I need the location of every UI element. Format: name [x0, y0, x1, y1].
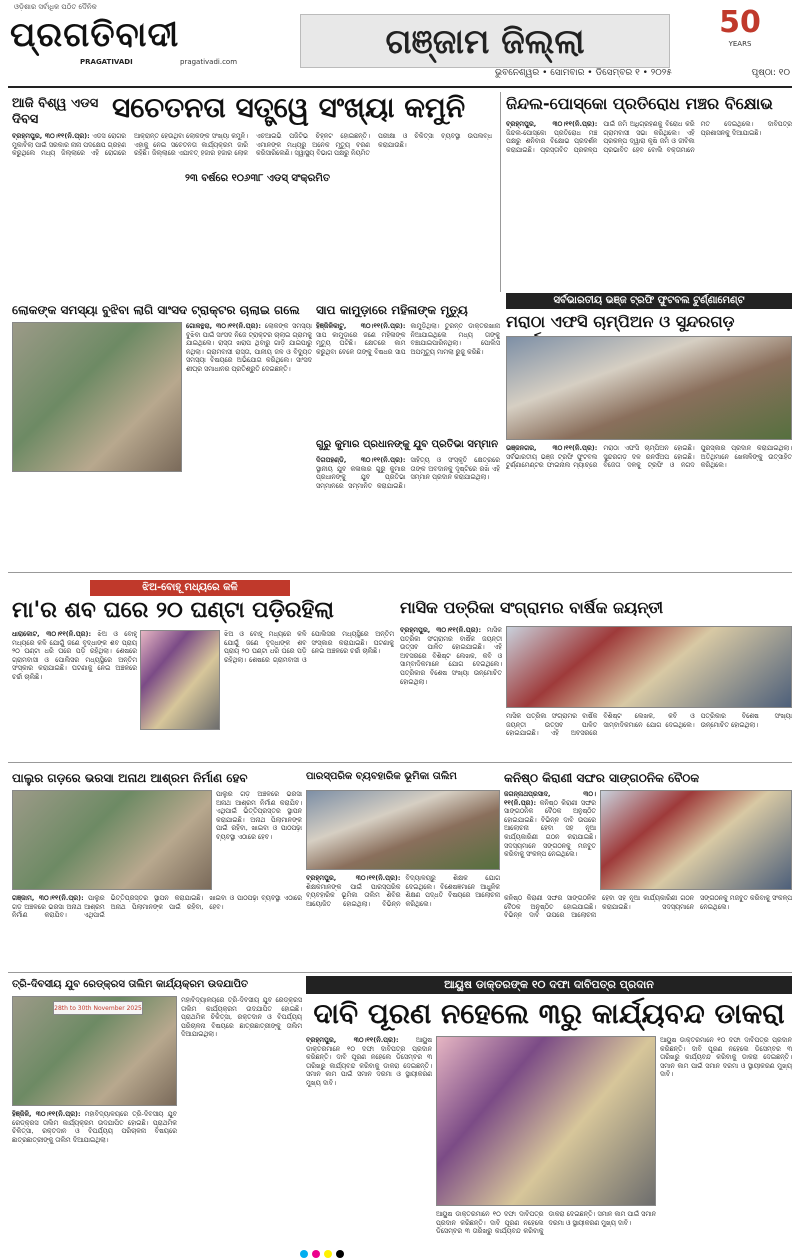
- orphanage-headline: ପାଲୁର ଗଡ଼ରେ ଭରସା ଅନାଥ ଆଶ୍ରମ ନିର୍ମାଣ ହେବ: [12, 771, 248, 785]
- registration-mark: [300, 1250, 308, 1258]
- training-photo: [306, 790, 500, 870]
- clerk-meeting-photo: [600, 790, 792, 890]
- ayush-body-left: [306, 1036, 432, 1244]
- jindal-text: ଜିନ୍ଦଲ-ପୋସ୍କୋ ପ୍ରତିରୋଧ ମଞ୍ଚ ପକ୍ଷରୁ ଶନିବାର ବିକ୍ଷୋଭ ପ୍ରଦର୍ଶନ କରାଯାଇଛି। ପ୍ରସ୍ତାବିତ ପ୍ରକଳ୍ପ ପାଇଁ ଜମି ଅଧିଗ୍ରହଣକୁ ବିରୋଧ କରି ଗ୍ରାମବାସୀ ସଭା କରିଥିଲେ। ଏହି ପ୍ରକଳ୍ପ ଦ୍ୱାରା କୃଷି ଜମି ଓ ଜୀବିକା ପ୍ରଭାବିତ ହେବ ବୋଲି ବକ୍ତାମାନେ ମତ ଦେଇଥିଲେ। ଦାବିପତ୍ର ପ୍ରଶାସନକୁ ଦିଆଯାଇଛି।: [506, 120, 792, 154]
- football-byline: ଭଞ୍ଜନଗର, ୩୦।୧୧(ନି.ପ୍ର):: [506, 444, 598, 452]
- orphanage-text: ପାଲୁର ଗଡ଼ ଅଞ୍ଚଳରେ ଭରସା ଅନାଥ ଆଶ୍ରମ ନିର୍ମାଣ କରାଯିବ। ଏଥିପାଇଁ ଭିତ୍ତିପ୍ରସ୍ତର ସ୍ଥାପନ କରାଯାଇଛି। ଅନାଥ ପିଲାମାନଙ୍କ ପାଇଁ ରହିବା, ଖାଇବା ଓ ପାଠପଢ଼ା ବ୍ୟବସ୍ଥା ଏଠାରେ ହେବ।: [12, 894, 302, 920]
- award-headline: ଗୁରୁ କୁମାର ପ୍ରଧାନଙ୍କୁ ଯୁବ ପ୍ରତିଭା ସମ୍ମାନ: [316, 439, 498, 450]
- football-team-photo: [506, 336, 792, 440]
- clerk-byline: ଜଗନ୍ନାଥପ୍ରସାଦ, ୩୦।୧୧(ନି.ପ୍ର):: [504, 790, 596, 807]
- ayush-caption-text: ଆୟୁଷ ଡାକ୍ତରମାନେ ୧୦ ଦଫା ଦାବିପତ୍ର ପ୍ରଦାନ କରିଛନ୍ତି। ଦାବି ପୂରଣ ନହେଲେ ଡିସେମ୍ବର ୩ ତାରିଖରୁ କାର୍ଯ୍ୟବନ୍ଦ କରିବାକୁ ଡାକରା ଦେଇଛନ୍ତି। ସମାନ କାମ ପାଇଁ ସମାନ ଦରମା ଓ ସ୍ଥାୟୀକରଣ ମୁଖ୍ୟ ଦାବି।: [436, 1210, 656, 1236]
- clerk-headline: କନିଷ୍ଠ କିରାଣୀ ସଙ୍ଘର ସାଙ୍ଗଠନିକ ବୈଠକ: [504, 771, 700, 785]
- jindal-body: [506, 120, 792, 288]
- football-headline: ମରାଠା ଏଫସି ଚାମ୍ପିଅନ ଓ ସୁନ୍ଦରଗଡ଼: [506, 312, 735, 331]
- magazine-event-photo: [506, 626, 792, 708]
- section-divider-3: [8, 972, 792, 973]
- training-body: [306, 874, 500, 966]
- registration-mark: [336, 1250, 344, 1258]
- mother-byline: ଧାରାକୋଟ, ୩୦।୧୧(ନି.ପ୍ର):: [12, 630, 92, 638]
- orphanage-body: [12, 894, 302, 966]
- training-text: ଶିକ୍ଷକମାନଙ୍କ ପାଇଁ ପାରସ୍ପରିକ ବ୍ୟବହାରିକ ଭୂମିକା ତାଲିମ ଶିବିର ଆୟୋଜିତ ହୋଇଥିଲା। ବିଭିନ୍ନ ବିଦ୍ୟାଳୟରୁ ଶିକ୍ଷକ ଯୋଗ ଦେଇଥିଲେ। ବିଶେଷଜ୍ଞମାନେ ଆଧୁନିକ ଶିକ୍ଷଣ ପଦ୍ଧତି ବିଷୟରେ ଆଲୋଚନା କରିଥିଲେ।: [306, 874, 500, 908]
- mother-body-left: [12, 630, 137, 754]
- mother-body-right: [224, 630, 394, 754]
- training-byline: ବ୍ରହ୍ମପୁର, ୩୦।୧୧(ନି.ପ୍ର):: [306, 874, 401, 882]
- snakebite-body: [316, 322, 500, 432]
- award-text: ସ୍ଥାନୀୟ ଯୁବ କଳାକାର ଗୁରୁ କୁମାର ପ୍ରଧାନଙ୍କୁ ଯୁବ ପ୍ରତିଭା ସମ୍ମାନରେ ସମ୍ମାନିତ କରାଯାଇଛି। ସାହିତ୍ୟ ଓ ସଂସ୍କୃତି କ୍ଷେତ୍ରରେ ତାଙ୍କ ଅବଦାନକୁ ଦୃଷ୍ଟିରେ ରଖି ଏହି ସମ୍ମାନ ପ୍ରଦାନ କରାଯାଇଥିଲା।: [316, 456, 500, 490]
- magazine-body-right: [506, 712, 792, 756]
- redcross-headline: ତ୍ରି-ଦିବସୀୟ ଯୁବ ରେଡ୍‌କ୍ରସ ତାଲିମ କାର୍ଯ୍ୟକ୍ରମ ଉଦଯାପିତ: [12, 979, 249, 990]
- anniversary-number: 50: [719, 5, 761, 40]
- ayush-banner: ଆୟୁଷ ଡାକ୍ତରଙ୍କ ୧୦ ଦଫା ଦାବିପତ୍ର ପ୍ରଦାନ: [306, 976, 792, 994]
- redcross-group-photo: [12, 996, 177, 1106]
- ayush-photo-caption: [436, 1210, 656, 1244]
- redcross-byline: ହିଞ୍ଜିଳି, ୩୦।୧୧(ନି.ପ୍ର):: [12, 1110, 81, 1118]
- mp-tractor-headline: ଲୋକଙ୍କ ସମସ୍ୟା ବୁଝିବା ଲାଗି ସାଂସଦ ଟ୍ରାକ୍ଟର ଚାଲାଇ ଗଲେ: [12, 303, 300, 317]
- football-text: ସର୍ବଭାରତୀୟ ଭଞ୍ଜ ଟ୍ରଫି ଫୁଟବଲ ଟୁର୍ଣ୍ଣାମେଣ୍ଟର ଫାଇନାଲ ମ୍ୟାଚ୍‌ରେ ମରାଠା ଏଫସି ଚାମ୍ପିଅନ ହୋଇଛି। ସୁନ୍ଦରଗଡ଼ ଦଳ ରନର୍ସଅପ ହୋଇଛି। ବିଜେତା ଦଳକୁ ଟ୍ରଫି ଓ ନଗଦ ପୁରସ୍କାର ପ୍ରଦାନ କରାଯାଇଥିଲା। ଅତିଥିମାନେ ଖେଳାଳିଙ୍କୁ ଉତ୍ସାହିତ କରିଥିଲେ।: [506, 444, 792, 470]
- ayush-byline: ବ୍ରହ୍ମପୁର, ୩୦।୧୧(ନି.ପ୍ର):: [306, 1036, 399, 1044]
- training-headline: ପାରସ୍ପରିକ ବ୍ୟବହାରିକ ଭୂମିକା ତାଲିମ: [306, 771, 457, 782]
- jindal-byline: ବ୍ରହ୍ମପୁର, ୩୦।୧୧(ନି.ପ୍ର):: [506, 120, 598, 128]
- anniversary-label: YEARS: [728, 40, 752, 48]
- magazine-byline: ବ୍ରହ୍ମପୁର, ୩୦।୧୧(ନି.ପ୍ର):: [400, 626, 482, 634]
- section-divider-2: [8, 762, 792, 763]
- section-divider: [8, 572, 792, 573]
- aids-kicker: ଆଜି ବିଶ୍ୱ ଏଡସ ଦିବସ: [12, 96, 99, 127]
- masthead-tagline: ଓଡ଼ିଶାର ସର୍ବାଧିକ ପଠିତ ଦୈନିକ: [14, 3, 97, 11]
- award-body: [316, 456, 500, 564]
- ayush-body-right: [660, 1036, 792, 1244]
- magazine-text: ମାସିକ ପତ୍ରିକା ସଂଗ୍ରାମର ବାର୍ଷିକ ଜୟନ୍ତୀ ଉତ୍ସବ ପାଳିତ ହୋଇଯାଇଛି। ଏହି ଅବସରରେ ବିଶିଷ୍ଟ ଲେଖକ, କବି ଓ ସାମ୍ବାଦିକମାନେ ଯୋଗ ଦେଇଥିଲେ। ପତ୍ରିକାର ବିଶେଷ ସଂଖ୍ୟା ଉନ୍ମୋଚିତ ହୋଇଥିଲା।: [400, 626, 502, 686]
- ayush-headline: ଦାବି ପୂରଣ ନହେଲେ ୩ରୁ କାର୍ଯ୍ୟବନ୍ଦ ଡାକରା: [313, 997, 785, 1030]
- ayush-text-continued: ଆୟୁଷ ଡାକ୍ତରମାନେ ୧୦ ଦଫା ଦାବିପତ୍ର ପ୍ରଦାନ କରିଛନ୍ତି। ଦାବି ପୂରଣ ନହେଲେ ଡିସେମ୍ବର ୩ ତାରିଖରୁ କାର୍ଯ୍ୟବନ୍ଦ କରିବାକୁ ଡାକରା ଦେଇଛନ୍ତି। ସମାନ କାମ ପାଇଁ ସମାନ ଦରମା ଓ ସ୍ଥାୟୀକରଣ ମୁଖ୍ୟ ଦାବି।: [660, 1036, 792, 1079]
- clerk-body-side: [504, 790, 596, 890]
- football-body: [506, 444, 792, 564]
- mother-headline: ମା'ର ଶବ ଘରେ ୨୦ ଘଣ୍ଟା ପଡ଼ିରହିଲା: [12, 598, 334, 623]
- mp-tractor-byline: ଗୋଳନ୍ଥରା, ୩୦।୧୧(ନି.ପ୍ର):: [186, 322, 261, 330]
- mp-tractor-body: [186, 322, 312, 564]
- masthead-rule: [8, 86, 792, 88]
- city-date: ଭୁବନେଶ୍ୱର • ସୋମବାର • ଡିସେମ୍ବର ୧ • ୨୦୨୫: [495, 68, 672, 78]
- redcross-body-side: [181, 996, 302, 1244]
- magazine-text-continued: ମାସିକ ପତ୍ରିକା ସଂଗ୍ରାମର ବାର୍ଷିକ ଜୟନ୍ତୀ ଉତ୍ସବ ପାଳିତ ହୋଇଯାଇଛି। ଏହି ଅବସରରେ ବିଶିଷ୍ଟ ଲେଖକ, କବି ଓ ସାମ୍ବାଦିକମାନେ ଯୋଗ ଦେଇଥିଲେ। ପତ୍ରିକାର ବିଶେଷ ସଂଖ୍ୟା ଉନ୍ମୋଚିତ ହୋଇଥିଲା।: [506, 712, 792, 738]
- snakebite-byline: ହିଞ୍ଜିଳିକାଟୁ, ୩୦।୧୧(ନି.ପ୍ର):: [316, 322, 406, 330]
- aids-text: ଏଡସ ରୋଗର ମୁକାବିଲା ପାଇଁ ସରକାର ନାନା ପଦକ୍ଷେପ ଗ୍ରହଣ କରୁଥିଲେ ମଧ୍ୟ ଜିଲ୍ଲାରେ ଏହି ରୋଗରେ ଆକ୍ରାନ୍ତ ହେଉଥିବା ଲୋକଙ୍କ ସଂଖ୍ୟା କମୁନି। ଏହାକୁ ନେଇ ସଚେତନତା କାର୍ଯ୍ୟକ୍ରମ ଜାରି ରହିଛି। ଜିଲ୍ଲାରେ ଏଯାବତ୍ ହଜାର ହଜାର ଲୋକ ଏଚଆଇଭି ପଜିଟିଭ ଚିହ୍ନଟ ହୋଇଛନ୍ତି। ଏମାନଙ୍କ ମଧ୍ୟରୁ ଅନେକ ମୃତ୍ୟୁ ବରଣ କରିସାରିଲେଣି। ସ୍ୱାସ୍ଥ୍ୟ ବିଭାଗ ପକ୍ଷରୁ ନିୟମିତ ପରୀକ୍ଷା ଓ ଚିକିତ୍ସା ବ୍ୟବସ୍ଥା ଉପଲବ୍ଧ କରାଯାଉଛି।: [12, 132, 492, 158]
- jindal-headline: ଜିନ୍ଦଲ-ପୋସ୍କୋ ପ୍ରତିରୋଧ ମଞ୍ଚର ବିକ୍ଷୋଭ: [506, 94, 773, 113]
- logo-caption: PRAGATIVADI: [80, 58, 133, 66]
- orphanage-byline: ଗଞ୍ଜାମ, ୩୦।୧୧(ନି.ପ୍ର):: [12, 894, 84, 902]
- registration-mark: [324, 1250, 332, 1258]
- snakebite-headline: ସାପ କାମୁଡ଼ାରେ ମହିଳାଙ୍କ ମୃତ୍ୟୁ: [316, 303, 468, 317]
- district-title: ଗଞ୍ଜାମ ଜିଲ୍ଲା: [300, 14, 670, 68]
- orphanage-text-side: ପାଲୁର ଗଡ଼ ଅଞ୍ଚଳରେ ଭରସା ଅନାଥ ଆଶ୍ରମ ନିର୍ମାଣ କରାଯିବ। ଏଥିପାଇଁ ଭିତ୍ତିପ୍ରସ୍ତର ସ୍ଥାପନ କରାଯାଇଛି। ଅନାଥ ପିଲାମାନଙ୍କ ପାଇଁ ରହିବା, ଖାଇବା ଓ ପାଠପଢ଼ା ବ୍ୟବସ୍ଥା ଏଠାରେ ହେବ।: [216, 790, 302, 841]
- football-banner: ସର୍ବଭାରତୀୟ ଭଞ୍ଜ ଟ୍ରଫି ଫୁଟବଲ ଟୁର୍ଣ୍ଣାମେଣ୍ଟ: [506, 293, 792, 309]
- orphanage-group-photo: [12, 790, 212, 890]
- aids-subhead: ୨୩ ବର୍ଷରେ ୧୦୬୩୮ ଏଡସ୍ ସଂକ୍ରମିତ: [185, 173, 330, 184]
- clerk-text: କନିଷ୍ଠ କିରାଣୀ ସଙ୍ଘର ସାଙ୍ଗଠନିକ ବୈଠକ ଅନୁଷ୍ଠିତ ହୋଇଯାଇଛି। ବିଭିନ୍ନ ଦାବି ଉପରେ ଆଲୋଚନା ହେବା ସହ ନୂଆ କାର୍ଯ୍ୟକାରିଣୀ ଗଠନ କରାଯାଇଛି। ସଦସ୍ୟମାନେ ସଙ୍ଗଠନକୁ ମଜବୁତ କରିବାକୁ ସଂକଳ୍ପ ନେଇଥିଲେ।: [504, 894, 792, 920]
- snakebite-text: ସାପ କାମୁଡ଼ାରେ ଜଣେ ମହିଳାଙ୍କ ମୃତ୍ୟୁ ଘଟିଛି। କ୍ଷେତରେ କାମ କରୁଥିବା ବେଳେ ତାଙ୍କୁ ବିଷଧର ସାପ କାମୁଡ଼ିଥିଲା। ତୁରନ୍ତ ଡାକ୍ତରଖାନା ନିଆଯାଇଥିଲେ ମଧ୍ୟ ତାଙ୍କୁ ବଞ୍ଚାଯାଇପାରିନଥିଲା। ପୋଲିସ ଅପମୃତ୍ୟୁ ମାମଲା ରୁଜୁ କରିଛି।: [316, 322, 500, 356]
- magazine-body-left: [400, 626, 502, 754]
- mp-tractor-text: ଲୋକଙ୍କ ସମସ୍ୟା ବୁଝିବା ପାଇଁ ସାଂସଦ ନିଜେ ଟ୍ରାକ୍ଟର ଚାଲାଇ ଗ୍ରାମକୁ ଯାଇଥିଲେ। ରାସ୍ତା ଖରାପ ଥିବାରୁ ଗାଡ଼ି ଯାଇପାରୁ ନଥିଲା। ଗ୍ରାମବାସୀ ରାସ୍ତା, ପାନୀୟ ଜଳ ଓ ବିଦ୍ୟୁତ ସମସ୍ୟା ବିଷୟରେ ଅଭିଯୋଗ କରିଥିଲେ। ସାଂସଦ ଶୀଘ୍ର ସମାଧାନର ପ୍ରତିଶ୍ରୁତି ଦେଇଛନ୍ତି।: [186, 322, 312, 373]
- ayush-text: ଆୟୁଷ ଡାକ୍ତରମାନେ ୧୦ ଦଫା ଦାବିପତ୍ର ପ୍ରଦାନ କରିଛନ୍ତି। ଦାବି ପୂରଣ ନହେଲେ ଡିସେମ୍ବର ୩ ତାରିଖରୁ କାର୍ଯ୍ୟବନ୍ଦ କରିବାକୁ ଡାକରା ଦେଇଛନ୍ତି। ସମାନ କାମ ପାଇଁ ସମାନ ଦରମା ଓ ସ୍ଥାୟୀକରଣ ମୁଖ୍ୟ ଦାବି।: [306, 1036, 432, 1087]
- clerk-body: [504, 894, 792, 966]
- redcross-body: [12, 1110, 177, 1244]
- award-byline: ଦିଗପହଣ୍ଡି, ୩୦।୧୧(ନି.ପ୍ର):: [316, 456, 406, 464]
- dateline: [495, 68, 790, 84]
- aids-byline: ବ୍ରହ୍ମପୁର, ୩୦।୧୧(ନି.ପ୍ର):: [12, 132, 90, 140]
- redcross-text: ମହାବିଦ୍ୟାଳୟରେ ତ୍ରି-ଦିବସୀୟ ଯୁବ ରେଡ୍‌କ୍ରସ ତାଲିମ କାର୍ଯ୍ୟକ୍ରମ ଉଦଯାପିତ ହୋଇଛି। ପ୍ରାଥମିକ ଚିକିତ୍ସା, ରକ୍ତଦାନ ଓ ବିପର୍ଯ୍ୟୟ ପରିଚାଳନା ବିଷୟରେ ଛାତ୍ରଛାତ୍ରୀଙ୍କୁ ତାଲିମ ଦିଆଯାଇଥିଲା।: [12, 1110, 177, 1144]
- column-divider: [500, 92, 501, 292]
- page-number: ପୃଷ୍ଠା: ୧୦: [751, 68, 790, 78]
- redcross-text-side: ମହାବିଦ୍ୟାଳୟରେ ତ୍ରି-ଦିବସୀୟ ଯୁବ ରେଡ୍‌କ୍ରସ ତାଲିମ କାର୍ଯ୍ୟକ୍ରମ ଉଦଯାପିତ ହୋଇଛି। ପ୍ରାଥମିକ ଚିକିତ୍ସା, ରକ୍ତଦାନ ଓ ବିପର୍ଯ୍ୟୟ ପରିଚାଳନା ବିଷୟରେ ଛାତ୍ରଛାତ୍ରୀଙ୍କୁ ତାଲିମ ଦିଆଯାଇଥିଲା।: [181, 996, 302, 1039]
- redcross-poster: 28th to 30th November 2025: [53, 1001, 143, 1015]
- aids-headline: ସଚେତନତା ସତ୍ତ୍ୱେ ସଂଖ୍ୟା କମୁନି: [112, 91, 466, 124]
- mp-tractor-photo: [12, 322, 182, 472]
- orphanage-body-side: [216, 790, 302, 890]
- mother-text: ଝିଅ ଓ ବୋହୂ ମଧ୍ୟରେ କଳି ଯୋଗୁଁ ଜଣେ ବୃଦ୍ଧାଙ୍କ ଶବ ପ୍ରାୟ ୨୦ ଘଣ୍ଟା ଧରି ଘରେ ପଡ଼ି ରହିଥିଲା। ଶେଷରେ ଗ୍ରାମବାସୀ ଓ ପୋଲିସର ମଧ୍ୟସ୍ଥିରେ ଅନ୍ତିମ ସଂସ୍କାର କରାଯାଇଛି। ଘଟଣାକୁ ନେଇ ଅଞ୍ଚଳରେ ଚର୍ଚ୍ଚା ଚାଲିଛି।: [12, 630, 137, 681]
- anniversary-badge: [690, 6, 790, 66]
- clerk-text-side: କନିଷ୍ଠ କିରାଣୀ ସଙ୍ଘର ସାଙ୍ଗଠନିକ ବୈଠକ ଅନୁଷ୍ଠିତ ହୋଇଯାଇଛି। ବିଭିନ୍ନ ଦାବି ଉପରେ ଆଲୋଚନା ହେବା ସହ ନୂଆ କାର୍ଯ୍ୟକାରିଣୀ ଗଠନ କରାଯାଇଛି। ସଦସ୍ୟମାନେ ସଙ୍ଗଠନକୁ ମଜବୁତ କରିବାକୁ ସଂକଳ୍ପ ନେଇଥିଲେ।: [504, 798, 596, 859]
- site-url: pragativadi.com: [180, 58, 238, 66]
- ayush-memorandum-photo: [436, 1036, 656, 1206]
- newspaper-logo: ପ୍ରଗତିବାଦୀ: [10, 15, 180, 55]
- mother-portrait-photo: [140, 630, 220, 730]
- registration-mark: [312, 1250, 320, 1258]
- mother-banner: ଝିଅ-ବୋହୂ ମଧ୍ୟରେ କଳି: [90, 580, 290, 596]
- magazine-headline: ମାସିକ ପତ୍ରିକା ସଂଗ୍ରାମର ବାର୍ଷିକ ଜୟନ୍ତୀ: [400, 598, 664, 617]
- mother-text-continued: ଝିଅ ଓ ବୋହୂ ମଧ୍ୟରେ କଳି ଯୋଗୁଁ ଜଣେ ବୃଦ୍ଧାଙ୍କ ଶବ ପ୍ରାୟ ୨୦ ଘଣ୍ଟା ଧରି ଘରେ ପଡ଼ି ରହିଥିଲା। ଶେଷରେ ଗ୍ରାମବାସୀ ଓ ପୋଲିସର ମଧ୍ୟସ୍ଥିରେ ଅନ୍ତିମ ସଂସ୍କାର କରାଯାଇଛି। ଘଟଣାକୁ ନେଇ ଅଞ୍ଚଳରେ ଚର୍ଚ୍ଚା ଚାଲିଛି।: [224, 630, 394, 664]
